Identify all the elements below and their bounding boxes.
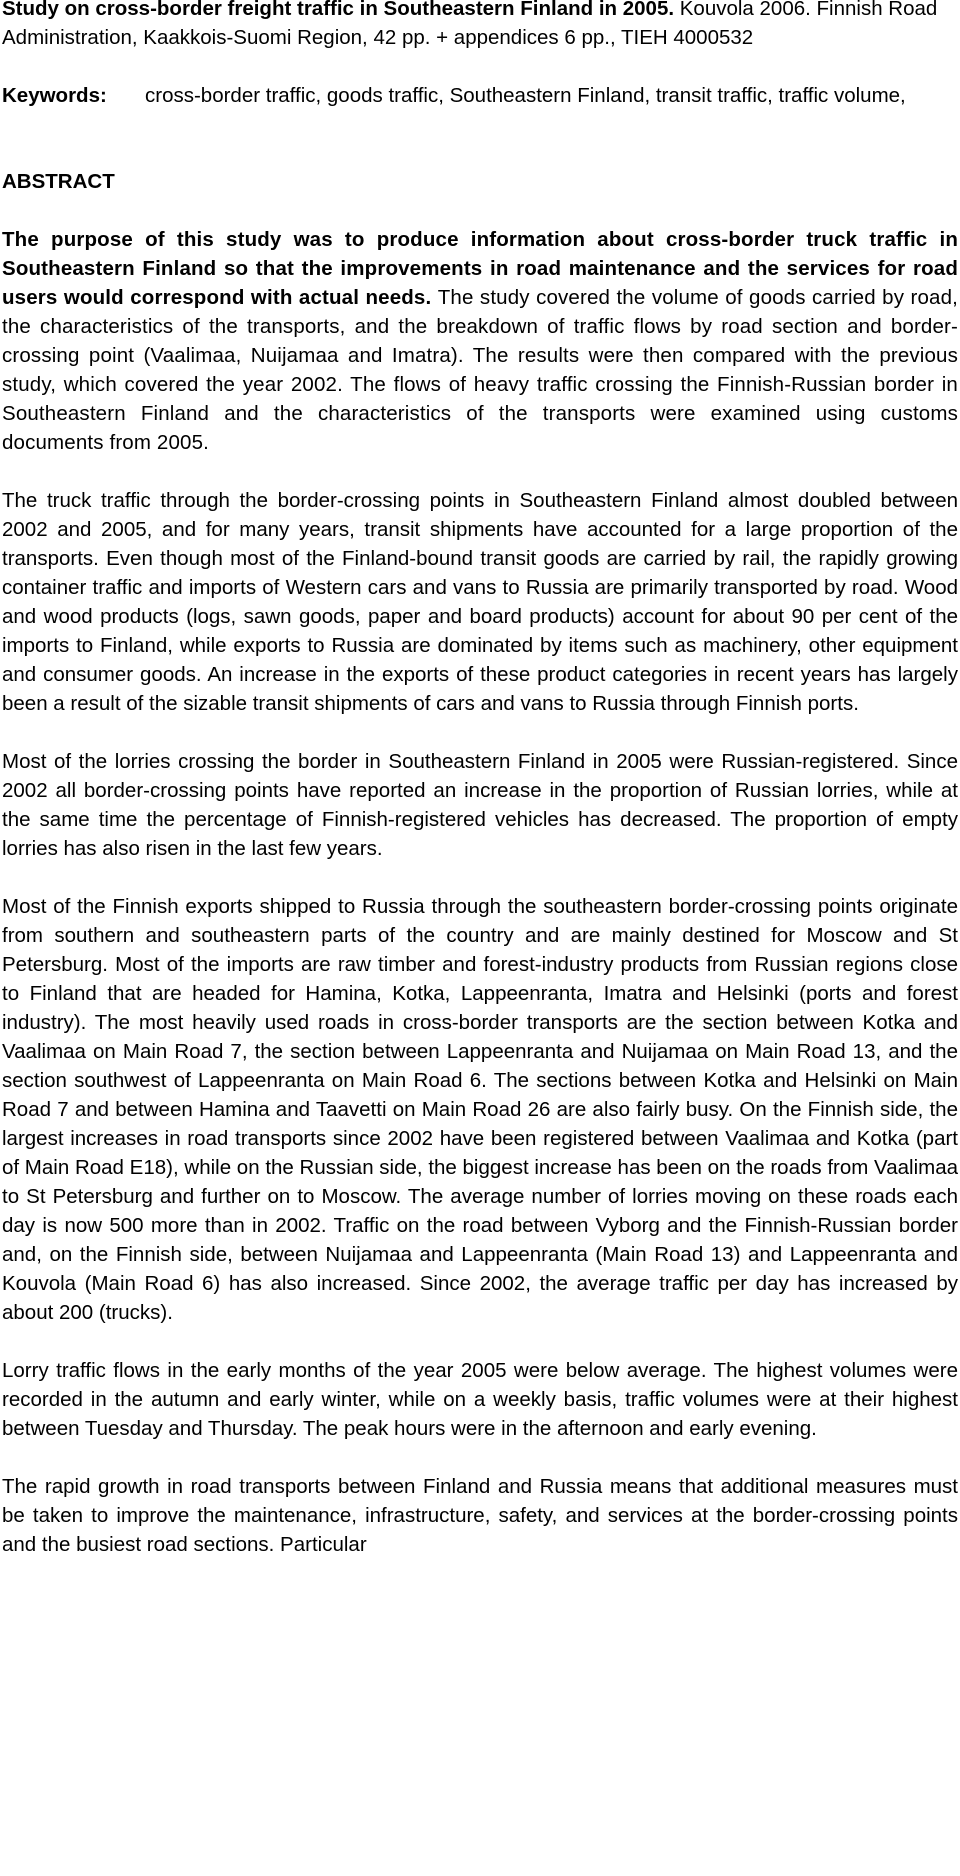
abstract-paragraph-1 xyxy=(2,225,958,457)
abstract-paragraph-6: The rapid growth in road transports between Finland and Russia means that additional measures must be taken to improve the maintenance, infrastructure, safety, and services at the border-crossing points and the busiest road sections. Particular xyxy=(2,1475,958,1556)
abstract-paragraph-1-bold: The purpose of this study was to produce information about cross-border truck traffic in Southeastern Finland so that the improvements in road maintenance and the services for road users would correspond with actual needs. xyxy=(2,228,958,309)
keywords-label: Keywords: xyxy=(2,84,107,107)
abstract-paragraph-4: Most of the Finnish exports shipped to Russia through the southeastern border-crossing points originate from southern and southeastern parts of the country and are mainly destined for Moscow and St Petersburg. Most of the imports are raw timber and forest-industry products from Russian regions close to Finland that are headed for Hamina, Kotka, Lappeenranta, Imatra and Helsinki (ports and forest industry). The most heavily used roads in cross-border transports are the section between Kotka and Vaalimaa on Main Road 7, the section between Lappeenranta and Nuijamaa on Main Road 13, and the section southwest of Lappeenranta on Main Road 6. The sections between Kotka and Helsinki on Main Road 7 and between Hamina and Taavetti on Main Road 26 are also fairly busy. On the Finnish side, the largest increases in road transports since 2002 have been registered between Vaalimaa and Kotka (part of Main Road E18), while on the Russian side, the biggest increase has been on the roads from Vaalimaa to St Petersburg and further on to Moscow. The average number of lorries moving on these roads each day is now 500 more than in 2002. Traffic on the road between Vyborg and the Finnish-Russian border and, on the Finnish side, between Nuijamaa and Lappeenranta (Main Road 13) and Lappeenranta and Kouvola (Main Road 6) has also increased. Since 2002, the average traffic per day has increased by about 200 (trucks). xyxy=(2,895,958,1324)
abstract-paragraph-1-rest: The study covered the volume of goods carried by road, the characteristics of the transports, and the breakdown of traffic flows by road section and border-crossing point (Vaalimaa, Nuijamaa and Imatra). The results were then compared with the previous study, which covered the year 2002. The flows of heavy traffic crossing the Finnish-Russian border in Southeastern Finland and the characteristics of the transports were examined using customs documents from 2005. xyxy=(2,286,958,454)
keywords-row xyxy=(2,81,958,110)
citation xyxy=(2,0,958,52)
abstract-heading: ABSTRACT xyxy=(2,170,115,193)
citation-details: Kouvola 2006. Finnish Road Administration, Kaakkois-Suomi Region, 42 pp. + appendices 6 pp., TIEH 4000532 xyxy=(2,0,938,49)
abstract-paragraph-5: Lorry traffic flows in the early months of the year 2005 were below average. The highest volumes were recorded in the autumn and early winter, while on a weekly basis, traffic volumes were at their highest between Tuesday and Thursday. The peak hours were in the afternoon and early evening. xyxy=(2,1359,958,1440)
citation-title: Study on cross-border freight traffic in Southeastern Finland in 2005. xyxy=(2,0,675,20)
keywords-text: cross-border traffic, goods traffic, Southeastern Finland, transit traffic, traffic volume, xyxy=(145,84,906,107)
abstract-paragraph-3: Most of the lorries crossing the border in Southeastern Finland in 2005 were Russian-registered. Since 2002 all border-crossing points have reported an increase in the proportion of Russian lorries, while at the same time the percentage of Finnish-registered vehicles has decreased. The proportion of empty lorries has also risen in the last few years. xyxy=(2,750,958,860)
abstract-paragraph-2: The truck traffic through the border-crossing points in Southeastern Finland almost doubled between 2002 and 2005, and for many years, transit shipments have accounted for a large proportion of the transports. Even though most of the Finland-bound transit goods are carried by rail, the rapidly growing container traffic and imports of Western cars and vans to Russia are primarily transported by road. Wood and wood products (logs, sawn goods, paper and board products) account for about 90 per cent of the imports to Finland, while exports to Russia are dominated by items such as machinery, other equipment and consumer goods. An increase in the exports of these product categories in recent years has largely been a result of the sizable transit shipments of cars and vans to Russia through Finnish ports. xyxy=(2,489,958,715)
